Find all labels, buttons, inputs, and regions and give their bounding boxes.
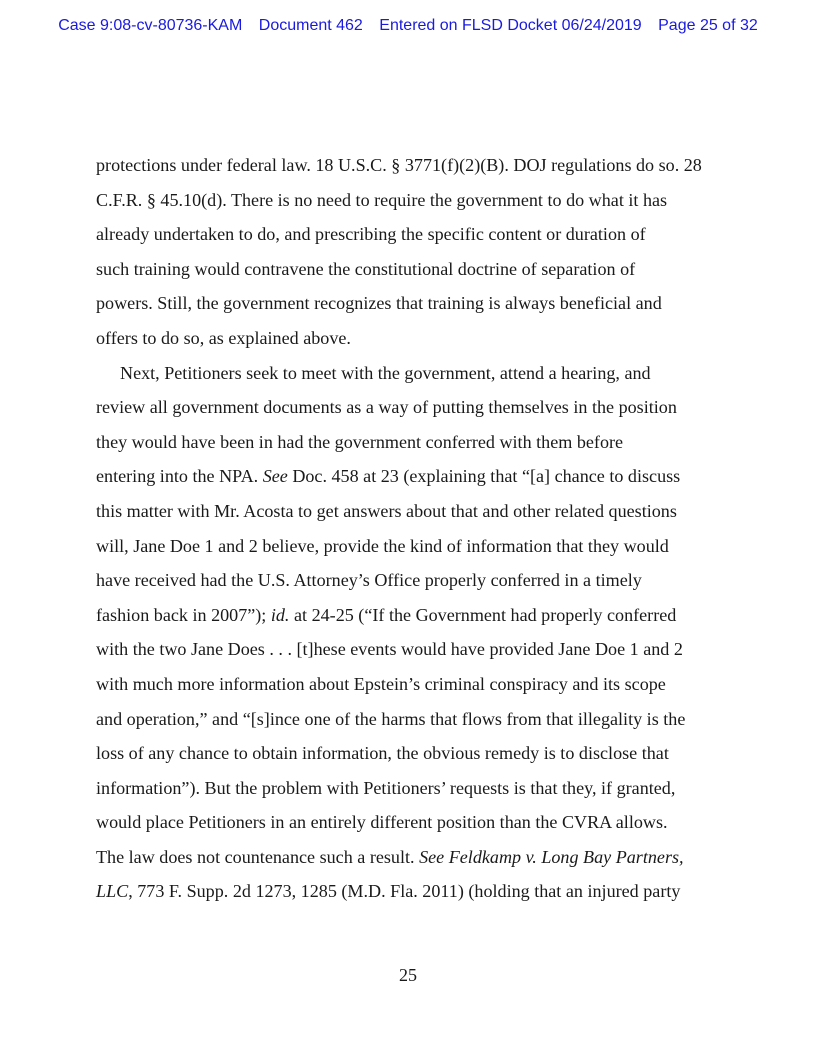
text-segment: The law does not countenance such a result. (96, 846, 420, 867)
text-line (96, 390, 736, 425)
text-segment: , 773 F. Supp. 2d 1273, 1285 (M.D. Fla. 2011) (holding that an injured party (128, 881, 681, 902)
text-segment: protections under federal law. 18 U.S.C. § 3771(f)(2)(B). DOJ regulations do so. 28 (96, 155, 702, 175)
text-line (96, 736, 736, 771)
document-body (96, 148, 736, 909)
text-segment: such training would contravene the constitutional doctrine of separation of (96, 258, 636, 279)
text-line (96, 148, 736, 183)
italic-citation: See Feldkamp v. Long Bay Partners, (419, 846, 684, 867)
text-segment: they would have been in had the government conferred with them before (96, 431, 624, 452)
text-segment: entering into the NPA. (96, 466, 263, 487)
text-line (96, 356, 736, 391)
text-segment: at 24-25 (“If the Government had properly conferred (289, 604, 677, 625)
text-line (96, 286, 736, 321)
text-line (96, 563, 736, 598)
italic-citation: LLC (96, 881, 129, 902)
case-number: Case 9:08-cv-80736-KAM (58, 17, 243, 34)
text-segment: this matter with Mr. Acosta to get answers about that and other related questions (96, 500, 677, 521)
text-segment: already undertaken to do, and prescribing the specific content or duration of (96, 224, 646, 245)
text-segment: offers to do so, as explained above. (96, 327, 351, 348)
italic-citation: See (262, 466, 288, 487)
text-segment: fashion back in 2007”); (96, 604, 271, 625)
text-line (96, 598, 736, 633)
text-segment: powers. Still, the government recognizes that training is always beneficial and (96, 293, 662, 314)
document-number: Document 462 (258, 17, 363, 34)
text-line (96, 529, 736, 564)
text-line (96, 252, 736, 287)
text-line (96, 874, 736, 909)
page-number: 25 (399, 965, 417, 985)
text-line (96, 321, 736, 356)
text-line (96, 771, 736, 806)
text-segment: with much more information about Epstein’s criminal conspiracy and its scope (96, 673, 666, 694)
text-line (96, 702, 736, 737)
text-line (96, 805, 736, 840)
text-segment: will, Jane Doe 1 and 2 believe, provide the kind of information that they would (96, 535, 669, 556)
text-segment: and operation,” and “[s]ince one of the harms that flows from that illegality is the (96, 708, 686, 729)
text-segment: C.F.R. § 45.10(d). There is no need to require the government to do what it has (96, 189, 668, 210)
text-segment: have received had the U.S. Attorney’s Office properly conferred in a timely (96, 570, 642, 591)
text-segment: Doc. 458 at 23 (explaining that “[a] chance to discuss (287, 466, 681, 487)
text-line (96, 425, 736, 460)
text-line (96, 459, 736, 494)
text-segment: review all government documents as a way of putting themselves in the position (96, 397, 677, 418)
text-segment: loss of any chance to obtain information, the obvious remedy is to disclose that (96, 743, 669, 764)
page-count: Page 25 of 32 (658, 17, 758, 34)
text-line (96, 494, 736, 529)
docket-entry-date: Entered on FLSD Docket 06/24/2019 (379, 17, 642, 34)
text-segment: Next, Petitioners seek to meet with the government, attend a hearing, and (120, 362, 651, 383)
text-line (96, 217, 736, 252)
text-segment: would place Petitioners in an entirely different position than the CVRA allows. (96, 812, 668, 833)
text-line (96, 667, 736, 702)
docket-header (0, 17, 816, 35)
text-line (96, 183, 736, 218)
text-line (96, 632, 736, 667)
italic-citation: id. (270, 604, 290, 625)
text-segment: with the two Jane Does . . . [t]hese events would have provided Jane Doe 1 and 2 (96, 639, 683, 660)
text-segment: information”). But the problem with Petitioners’ requests is that they, if granted, (96, 777, 676, 798)
text-line (96, 840, 736, 875)
